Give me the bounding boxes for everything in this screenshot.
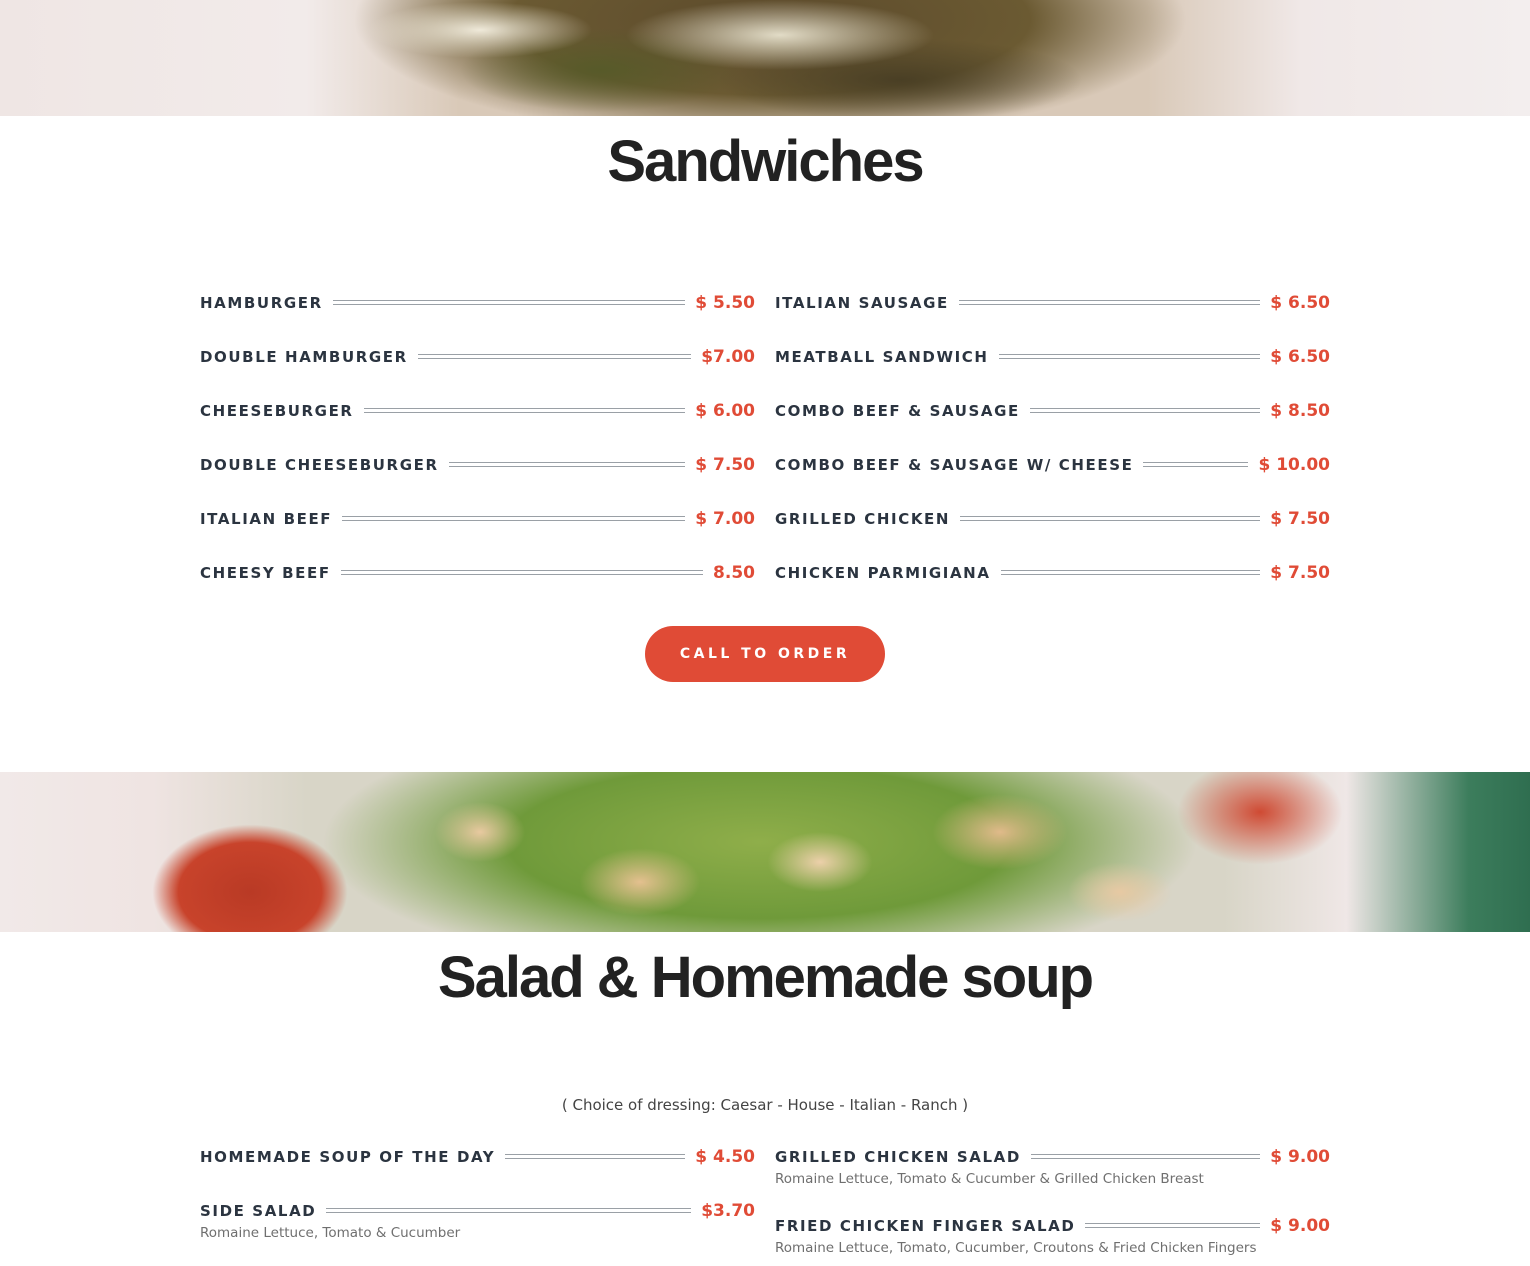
item-name: COMBO BEEF & SAUSAGE W/ CHEESE [775,456,1134,474]
menu-item [200,507,755,531]
leader-line [505,1154,685,1159]
leader-line [341,570,703,575]
item-name: DOUBLE CHEESEBURGER [200,456,439,474]
leader-line [342,516,685,521]
menu-item [775,345,1330,369]
menu-item [775,561,1330,585]
item-name: HOMEMADE SOUP OF THE DAY [200,1148,496,1166]
item-price: 8.50 [713,563,755,583]
sandwiches-title: Sandwiches [607,129,923,194]
salad-left-column [200,1145,755,1241]
leader-line [449,462,686,467]
menu-item [200,453,755,477]
item-name: CHICKEN PARMIGIANA [775,564,991,582]
dressing-note: ( Choice of dressing: Caesar - House - Italian - Ranch ) [561,1096,969,1114]
item-price: $3.70 [701,1201,755,1221]
menu-item [775,1145,1330,1169]
menu-item [200,291,755,315]
sandwich-banner-image [0,0,1530,116]
item-name: ITALIAN SAUSAGE [775,294,949,312]
item-price: $ 6.50 [1270,293,1330,313]
item-name: COMBO BEEF & SAUSAGE [775,402,1020,420]
item-price: $ 7.50 [1270,509,1330,529]
item-name: GRILLED CHICKEN SALAD [775,1148,1021,1166]
call-to-order-button[interactable]: CALL TO ORDER [645,626,885,682]
item-price: $ 6.00 [695,401,755,421]
item-name: DOUBLE HAMBURGER [200,348,408,366]
menu-item [775,1214,1330,1238]
item-description: Romaine Lettuce, Tomato, Cucumber, Croutons & Fried Chicken Fingers [775,1240,1257,1256]
salad-soup-title: Salad & Homemade soup [437,945,1093,1010]
leader-line [1030,408,1260,413]
item-name: FRIED CHICKEN FINGER SALAD [775,1217,1076,1235]
item-price: $ 7.50 [695,455,755,475]
item-description: Romaine Lettuce, Tomato & Cucumber & Grilled Chicken Breast [775,1171,1204,1187]
item-price: $ 7.50 [1270,563,1330,583]
item-price: $7.00 [701,347,755,367]
item-price: $ 9.00 [1270,1216,1330,1236]
menu-item [775,507,1330,531]
menu-item [200,345,755,369]
leader-line [999,354,1261,359]
leader-line [418,354,691,359]
menu-item [200,399,755,423]
salad-right-column [775,1145,1330,1256]
sandwiches-right-column [775,291,1330,585]
leader-line [1085,1223,1260,1228]
item-price: $ 9.00 [1270,1147,1330,1167]
menu-item [775,291,1330,315]
sandwiches-left-column [200,291,755,585]
menu-item [200,561,755,585]
leader-line [333,300,686,305]
item-name: ITALIAN BEEF [200,510,333,528]
leader-line [1143,462,1248,467]
item-price: $ 4.50 [695,1147,755,1167]
item-price: $ 10.00 [1258,455,1330,475]
leader-line [1031,1154,1260,1159]
menu-item [775,453,1330,477]
item-name: HAMBURGER [200,294,323,312]
menu-item [775,399,1330,423]
leader-line [959,300,1260,305]
item-name: SIDE SALAD [200,1202,317,1220]
menu-item [200,1199,755,1223]
leader-line [960,516,1260,521]
leader-line [364,408,686,413]
item-price: $ 5.50 [695,293,755,313]
item-name: CHEESEBURGER [200,402,354,420]
item-name: MEATBALL SANDWICH [775,348,989,366]
leader-line [326,1208,691,1213]
item-price: $ 6.50 [1270,347,1330,367]
item-name: GRILLED CHICKEN [775,510,951,528]
menu-item [200,1145,755,1169]
leader-line [1001,570,1261,575]
item-description: Romaine Lettuce, Tomato & Cucumber [200,1225,461,1241]
item-name: CHEESY BEEF [200,564,331,582]
item-price: $ 7.00 [695,509,755,529]
item-price: $ 8.50 [1270,401,1330,421]
salad-banner-image [0,772,1530,932]
